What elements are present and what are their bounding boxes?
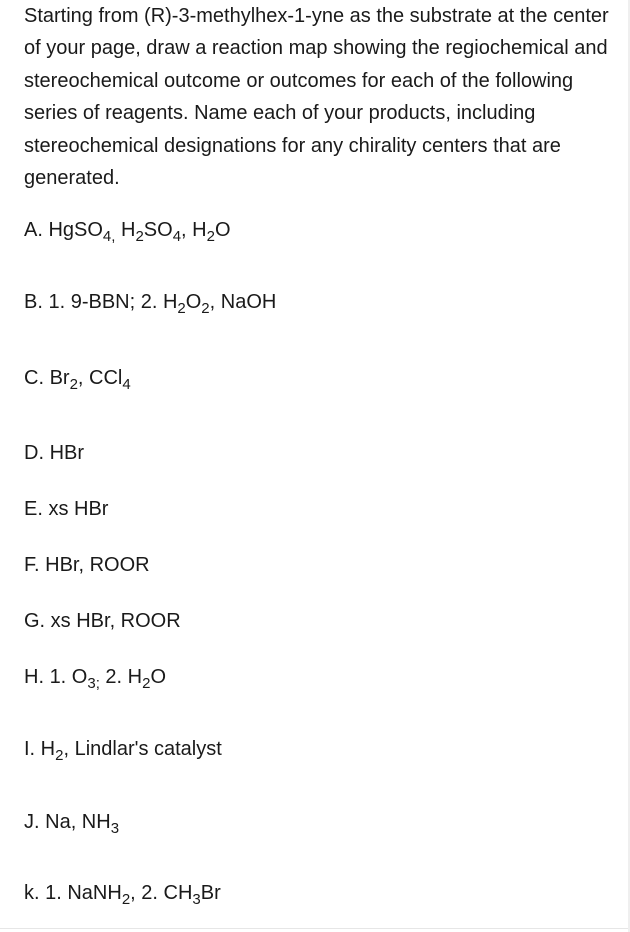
- reagent-text: xs HBr: [48, 498, 109, 520]
- reagent-text: $Br_2$, CCl$_4$: [49, 367, 131, 393]
- reagent-item: [24, 737, 222, 764]
- subscript: 2: [142, 675, 151, 692]
- subscript: 2: [177, 300, 186, 317]
- reagent-item: [24, 881, 221, 908]
- reagent-text: 1. $O_{3;}$ 2. $H_2O$: [49, 666, 167, 692]
- subscript: 2: [121, 891, 131, 908]
- reagent-text: 1. 9-BBN; 2. $H_2O_2$, NaOH: [48, 291, 277, 317]
- reagent-item: [24, 290, 277, 317]
- reagent-letter: H.: [24, 666, 50, 688]
- reagent-text: HgSO$_{4,}$ $H_2SO_4$, $H_2O$: [48, 219, 231, 245]
- reagent-letter: C.: [24, 367, 50, 389]
- reagent-text: $H_2$, Lindlar's catalyst: [40, 738, 222, 764]
- reagent-item: [24, 441, 84, 465]
- reagent-item: [24, 218, 231, 245]
- reagent-letter: D.: [24, 442, 50, 464]
- reagent-item: [24, 497, 108, 521]
- reagent-item: [24, 553, 150, 577]
- subscript: 4: [172, 228, 182, 245]
- reagent-letter: F.: [24, 554, 46, 576]
- reagent-item: [24, 665, 167, 692]
- subscript: 2: [69, 376, 78, 393]
- reagent-text: 1. NaNH$_2$, 2. $CH_3Br$: [45, 882, 221, 908]
- reagent-text: xs HBr, ROOR: [50, 610, 181, 632]
- reagent-letter: k.: [24, 882, 46, 904]
- subscript: 2: [135, 228, 144, 245]
- reagent-text: Na, $NH_3$: [45, 811, 120, 837]
- reagent-item: [24, 810, 120, 837]
- reagent-text: HBr, ROOR: [45, 554, 150, 576]
- reagent-text: HBr: [49, 442, 85, 464]
- subscript: 4: [122, 376, 131, 393]
- subscript: 2: [206, 228, 215, 245]
- bottom-divider: [0, 928, 630, 929]
- reagent-letter: I.: [24, 738, 41, 760]
- reagent-letter: E.: [24, 498, 49, 520]
- reagent-letter: B.: [24, 291, 49, 313]
- subscript: 2: [201, 300, 210, 317]
- subscript: 3;: [87, 675, 100, 692]
- subscript: 3: [192, 891, 201, 908]
- reagent-letter: A.: [24, 219, 49, 241]
- reagent-item: [24, 366, 131, 393]
- reagent-letter: J.: [24, 811, 46, 833]
- subscript: 3: [110, 820, 120, 837]
- reagent-item: [24, 609, 181, 633]
- subscript: 2: [55, 747, 64, 764]
- question-prompt: Starting from (R)-3-methylhex-1-yne as the substrate at the center of your page, draw a reaction map showing the regiochemical and stereochemical outcome or outcomes for each of the following series of reagents. Name each of your products, including stereochemical designations for any chirality centers that are generated.: [24, 5, 609, 190]
- reagent-letter: G.: [24, 610, 51, 632]
- subscript: 4,: [102, 228, 116, 245]
